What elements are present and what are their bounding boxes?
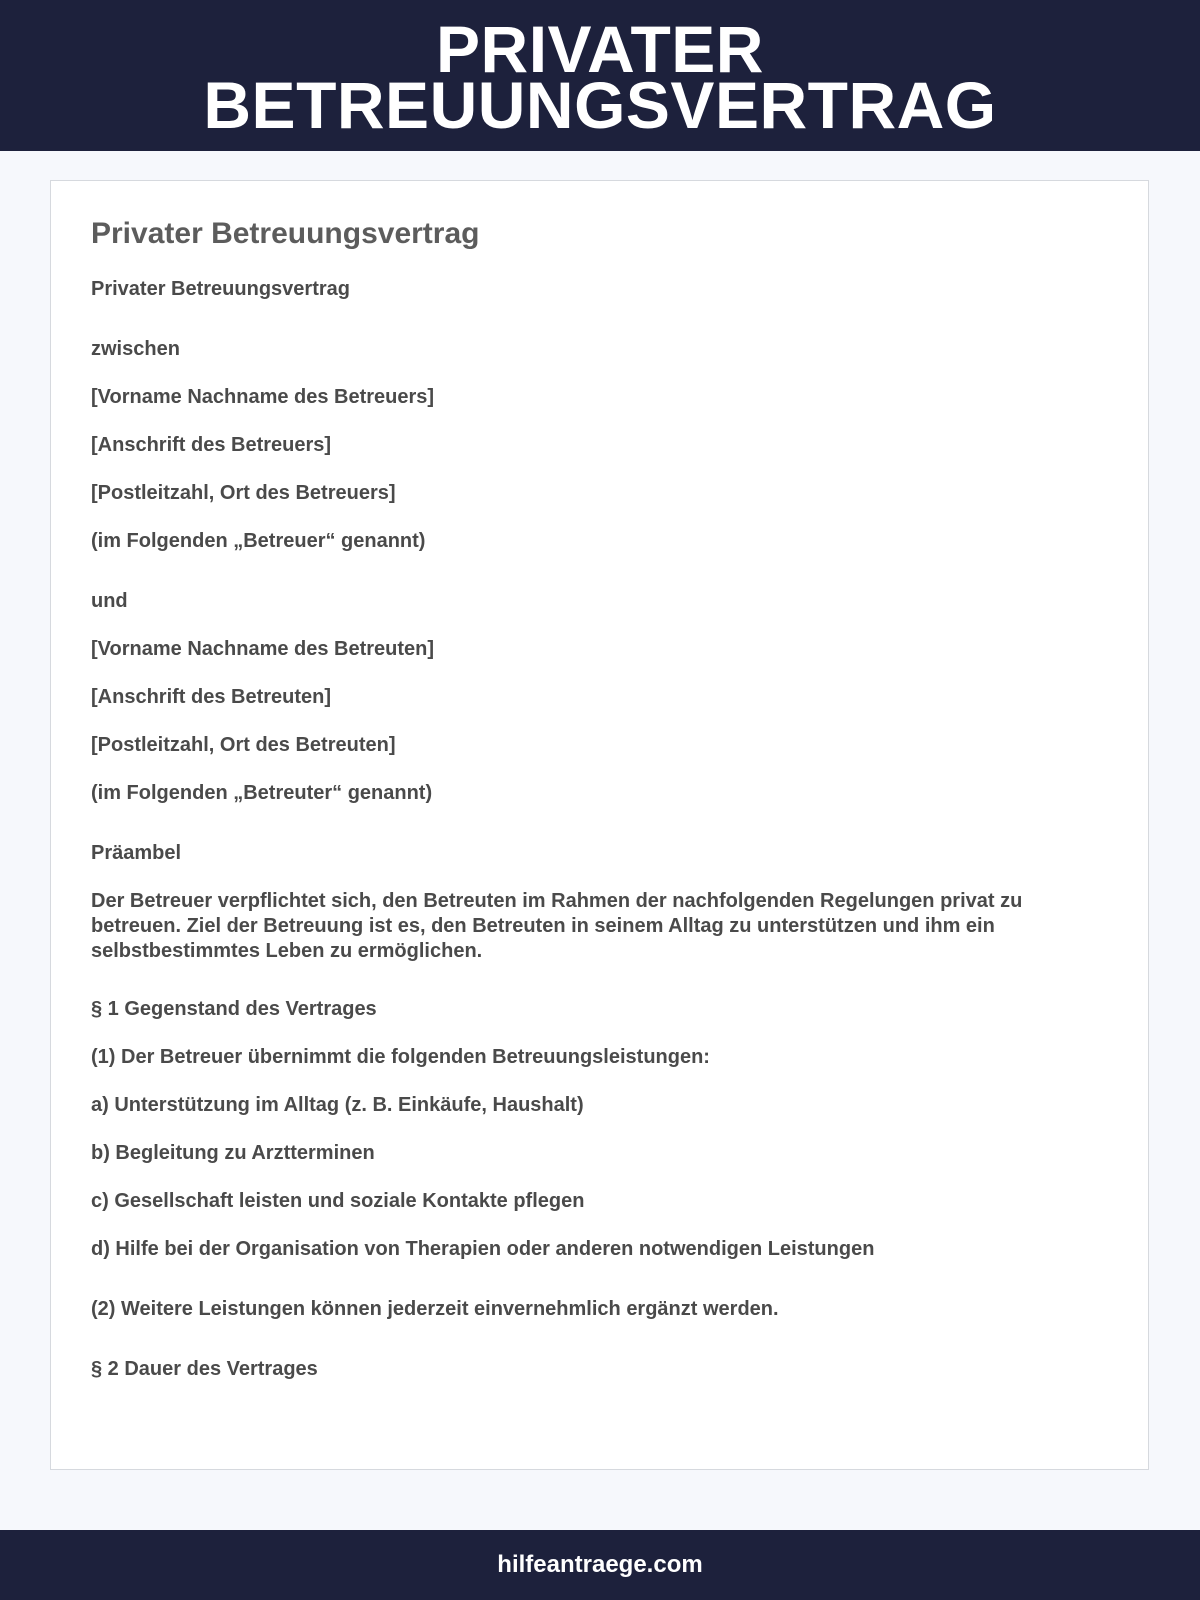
- service-item-a: a) Unterstützung im Alltag (z. B. Einkäufe, Haushalt): [91, 1094, 584, 1116]
- caregiver-address-placeholder: [Anschrift des Betreuers]: [91, 434, 332, 456]
- and-text: und: [91, 590, 128, 612]
- client-designation: (im Folgenden „Betreuter“ genannt): [91, 782, 433, 804]
- header-title-line-2: BETREUUNGSVERTRAG: [203, 67, 997, 142]
- section-1-heading: § 1 Gegenstand des Vertrages: [91, 998, 377, 1020]
- document-title: Privater Betreuungsvertrag: [91, 217, 480, 250]
- client-name-placeholder: [Vorname Nachname des Betreuten]: [91, 638, 435, 660]
- header-title-line-1: PRIVATER: [436, 11, 764, 86]
- caregiver-name-placeholder: [Vorname Nachname des Betreuers]: [91, 386, 435, 408]
- page-header-title: [203, 11, 997, 142]
- document-card: [50, 180, 1149, 1470]
- client-address-placeholder: [Anschrift des Betreuten]: [91, 686, 332, 708]
- caregiver-designation: (im Folgenden „Betreuer“ genannt): [91, 530, 426, 552]
- service-item-b: b) Begleitung zu Arztterminen: [91, 1142, 375, 1164]
- service-item-d: d) Hilfe bei der Organisation von Therapien oder anderen notwendigen Leistungen: [91, 1238, 875, 1260]
- section-1-clause-1: (1) Der Betreuer übernimmt die folgenden Betreuungsleistungen:: [91, 1046, 710, 1068]
- client-city-placeholder: [Postleitzahl, Ort des Betreuten]: [91, 734, 396, 756]
- page-footer: [0, 1530, 1200, 1600]
- page-header: [0, 0, 1200, 151]
- contract-heading: Privater Betreuungsvertrag: [91, 278, 350, 300]
- section-2-heading: § 2 Dauer des Vertrages: [91, 1358, 318, 1380]
- service-item-c: c) Gesellschaft leisten und soziale Kontakte pflegen: [91, 1190, 585, 1212]
- section-1-clause-2: (2) Weitere Leistungen können jederzeit einvernehmlich ergänzt werden.: [91, 1298, 779, 1320]
- preamble-paragraph: Der Betreuer verpflichtet sich, den Betreuten im Rahmen der nachfolgenden Regelungen privat zu betreuen. Ziel der Betreuung ist es, den Betreuten in seinem Alltag zu unterstützen und ihm ein selbstbestimmtes Leben zu ermöglichen.: [91, 890, 1023, 962]
- between-text: zwischen: [91, 338, 180, 360]
- footer-site-name: hilfeantraege.com: [497, 1551, 703, 1578]
- caregiver-city-placeholder: [Postleitzahl, Ort des Betreuers]: [91, 482, 396, 504]
- preamble-heading: Präambel: [91, 842, 182, 864]
